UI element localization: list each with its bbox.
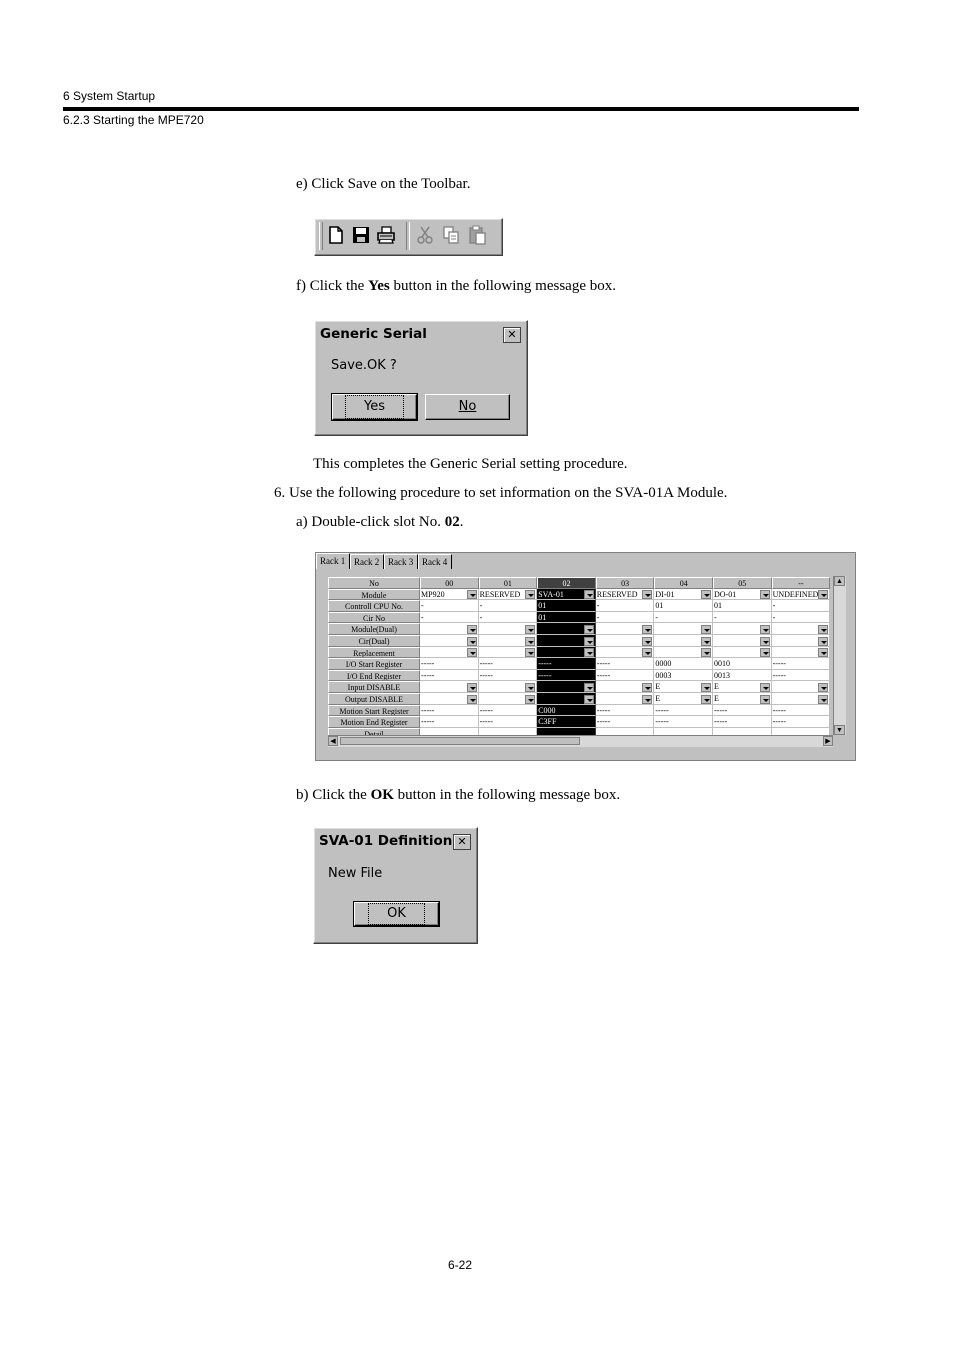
grid-cell[interactable]: ----- — [479, 716, 538, 728]
grid-cell[interactable]: - — [596, 612, 655, 624]
dropdown-arrow-icon[interactable] — [818, 590, 828, 599]
grid-cell[interactable]: ----- — [596, 716, 655, 728]
grid-cell[interactable]: - — [772, 600, 831, 612]
dropdown-arrow-icon[interactable] — [701, 683, 711, 692]
dropdown-arrow-icon[interactable] — [525, 590, 535, 599]
dropdown-arrow-icon[interactable] — [701, 637, 711, 646]
grid-cell[interactable]: E — [654, 681, 713, 693]
grid-cell[interactable]: E — [654, 693, 713, 705]
dialog-title-bar — [317, 831, 474, 851]
tab-rack-4[interactable]: Rack 4 — [418, 554, 452, 569]
yes-button[interactable] — [332, 394, 417, 420]
grid-cell[interactable]: SVA-01 — [537, 589, 596, 601]
save-icon[interactable] — [351, 224, 371, 246]
dropdown-arrow-icon[interactable] — [642, 683, 652, 692]
scroll-left-icon[interactable]: ◀ — [328, 736, 338, 746]
paste-icon[interactable] — [468, 224, 488, 246]
grid-cell[interactable]: ----- — [654, 705, 713, 717]
row-label: I/O End Register — [328, 670, 420, 682]
slot-header[interactable]: -- — [772, 577, 831, 589]
grid-cell[interactable]: MP920 — [420, 589, 479, 601]
grid-cell[interactable]: ----- — [420, 670, 479, 682]
slot-header[interactable]: 05 — [713, 577, 772, 589]
dropdown-arrow-icon[interactable] — [584, 625, 594, 634]
slot-header[interactable]: 02 — [537, 577, 596, 589]
grid-cell[interactable]: 0000 — [654, 658, 713, 670]
dropdown-arrow-icon[interactable] — [584, 637, 594, 646]
grid-cell[interactable]: E — [713, 693, 772, 705]
toolbar — [314, 218, 503, 256]
grid-cell[interactable]: - — [596, 600, 655, 612]
grid-cell[interactable]: 01 — [537, 612, 596, 624]
dropdown-arrow-icon[interactable] — [760, 695, 770, 704]
scroll-up-icon[interactable]: ▲ — [834, 576, 845, 586]
grid-cell[interactable]: E — [713, 681, 772, 693]
dropdown-arrow-icon[interactable] — [818, 683, 828, 692]
dropdown-arrow-icon[interactable] — [760, 648, 770, 657]
grid-cell[interactable]: RESERVED — [479, 589, 538, 601]
close-icon[interactable]: ✕ — [453, 834, 471, 850]
toolbar-separator — [406, 222, 410, 250]
row-label: Replacement — [328, 647, 420, 659]
grid-cell[interactable]: ----- — [772, 658, 831, 670]
grid-cell[interactable]: ----- — [772, 716, 831, 728]
grid-cell[interactable]: C000 — [537, 705, 596, 717]
dropdown-arrow-icon[interactable] — [701, 695, 711, 704]
step-a-pre: a) Double-click slot No. — [296, 514, 445, 530]
step-b-text — [296, 787, 620, 804]
column-header-no: No — [328, 577, 420, 589]
grid-cell[interactable]: ----- — [713, 705, 772, 717]
cut-icon[interactable] — [415, 224, 435, 246]
dropdown-arrow-icon[interactable] — [760, 683, 770, 692]
dialog-title: SVA-01 Definition — [319, 833, 453, 849]
grid-cell[interactable]: - — [654, 612, 713, 624]
step-e-text: e) Click Save on the Toolbar. — [296, 176, 471, 192]
row-label: Output DISABLE — [328, 693, 420, 705]
dropdown-arrow-icon[interactable] — [467, 695, 477, 704]
step-a-post: . — [459, 514, 464, 530]
dropdown-arrow-icon[interactable] — [818, 637, 828, 646]
grid-cell[interactable]: ----- — [537, 658, 596, 670]
dropdown-arrow-icon[interactable] — [525, 648, 535, 657]
running-header-section: 6.2.3 Starting the MPE720 — [63, 113, 204, 127]
dropdown-arrow-icon[interactable] — [642, 648, 652, 657]
grid-cell[interactable]: ----- — [596, 658, 655, 670]
dropdown-arrow-icon[interactable] — [760, 625, 770, 634]
scroll-right-icon[interactable]: ▶ — [823, 736, 833, 746]
sva-definition-dialog — [313, 827, 478, 944]
dropdown-arrow-icon[interactable] — [818, 695, 828, 704]
grid-cell[interactable]: - — [479, 600, 538, 612]
generic-serial-dialog — [314, 320, 528, 436]
grid-cell[interactable]: ----- — [596, 705, 655, 717]
step-f-post: button in the following message box. — [389, 278, 616, 294]
grid-cell[interactable]: ----- — [420, 658, 479, 670]
step-6-text: 6. Use the following procedure to set information on the SVA-01A Module. — [274, 485, 728, 501]
dropdown-arrow-icon[interactable] — [584, 648, 594, 657]
scroll-down-icon[interactable]: ▼ — [834, 725, 845, 735]
dialog-title: Generic Serial — [320, 326, 427, 342]
grid-cell[interactable]: ----- — [420, 716, 479, 728]
dropdown-arrow-icon[interactable] — [467, 648, 477, 657]
copy-icon[interactable] — [441, 224, 461, 246]
step-a-text — [296, 514, 463, 531]
grid-cell[interactable]: UNDEFINED — [772, 589, 831, 601]
scroll-thumb[interactable] — [340, 737, 580, 745]
row-label: Input DISABLE — [328, 681, 420, 693]
grid-cell[interactable]: DO-01 — [713, 589, 772, 601]
grid-cell[interactable]: ----- — [654, 716, 713, 728]
grid-cell[interactable]: - — [420, 600, 479, 612]
dropdown-arrow-icon[interactable] — [525, 625, 535, 634]
dropdown-arrow-icon[interactable] — [760, 637, 770, 646]
slot-header[interactable]: 01 — [479, 577, 538, 589]
row-label: Controll CPU No. — [328, 600, 420, 612]
vertical-scrollbar[interactable] — [833, 576, 846, 735]
yes-label: Yes — [345, 395, 404, 419]
dropdown-arrow-icon[interactable] — [760, 590, 770, 599]
dropdown-arrow-icon[interactable] — [642, 590, 652, 599]
dropdown-arrow-icon[interactable] — [818, 648, 828, 657]
row-label: Motion End Register — [328, 716, 420, 728]
step-b-bold: OK — [370, 787, 394, 803]
grid-cell[interactable]: 01 — [537, 600, 596, 612]
row-label: Module — [328, 589, 420, 601]
dialog-title-bar — [318, 324, 524, 344]
dialog-message: Save.OK ? — [331, 358, 397, 373]
dropdown-arrow-icon[interactable] — [525, 683, 535, 692]
grid-cell[interactable]: C3FF — [537, 716, 596, 728]
grid-cell[interactable]: ----- — [479, 658, 538, 670]
dropdown-arrow-icon[interactable] — [584, 683, 594, 692]
step-b-pre: b) Click the — [296, 787, 371, 803]
dropdown-arrow-icon[interactable] — [467, 683, 477, 692]
no-button[interactable] — [425, 394, 510, 420]
dropdown-arrow-icon[interactable] — [701, 648, 711, 657]
tab-rack-2[interactable]: Rack 2 — [350, 554, 384, 569]
row-label: Cir(Dual) — [328, 635, 420, 647]
ok-label: OK — [368, 903, 425, 925]
grid-cell[interactable]: ----- — [537, 670, 596, 682]
dialog-message: New File — [328, 866, 383, 881]
row-label: Cir No — [328, 612, 420, 624]
grid-cell[interactable]: - — [772, 612, 831, 624]
horizontal-scrollbar[interactable] — [328, 735, 833, 747]
grid-cell[interactable]: - — [420, 612, 479, 624]
grid-cell[interactable]: - — [479, 612, 538, 624]
dropdown-arrow-icon[interactable] — [525, 637, 535, 646]
toolbar-grip — [319, 222, 323, 250]
grid-cell[interactable]: 0010 — [713, 658, 772, 670]
step-f-text — [296, 278, 616, 295]
slot-header[interactable]: 00 — [420, 577, 479, 589]
header-rule — [63, 107, 859, 111]
new-icon[interactable] — [326, 224, 346, 246]
grid-cell[interactable]: RESERVED — [596, 589, 655, 601]
grid-cell[interactable]: ----- — [596, 670, 655, 682]
grid-cell[interactable]: ----- — [772, 670, 831, 682]
slot-header[interactable]: 04 — [654, 577, 713, 589]
grid-cell[interactable]: 01 — [713, 600, 772, 612]
grid-cell[interactable]: ----- — [420, 705, 479, 717]
grid-cell[interactable]: ----- — [479, 670, 538, 682]
dropdown-arrow-icon[interactable] — [642, 695, 652, 704]
grid-cell[interactable]: 0013 — [713, 670, 772, 682]
step-b-post: button in the following message box. — [393, 787, 621, 803]
grid-cell[interactable]: 0003 — [654, 670, 713, 682]
row-label: I/O Start Register — [328, 658, 420, 670]
grid-cell[interactable]: ----- — [479, 705, 538, 717]
grid-cell[interactable]: ----- — [713, 716, 772, 728]
slot-header[interactable]: 03 — [596, 577, 655, 589]
dropdown-arrow-icon[interactable] — [818, 625, 828, 634]
dropdown-arrow-icon[interactable] — [584, 695, 594, 704]
row-label: Motion Start Register — [328, 705, 420, 717]
dropdown-arrow-icon[interactable] — [642, 625, 652, 634]
dropdown-arrow-icon[interactable] — [584, 590, 594, 599]
step-f-pre: f) Click the — [296, 278, 369, 294]
tab-rack-1[interactable]: Rack 1 — [316, 553, 350, 569]
completes-text: This completes the Generic Serial setting procedure. — [313, 456, 628, 472]
dropdown-arrow-icon[interactable] — [701, 625, 711, 634]
grid-cell[interactable]: DI-01 — [654, 589, 713, 601]
dropdown-arrow-icon[interactable] — [467, 625, 477, 634]
grid-cell[interactable]: 01 — [654, 600, 713, 612]
dropdown-arrow-icon[interactable] — [525, 695, 535, 704]
dropdown-arrow-icon[interactable] — [467, 590, 477, 599]
step-f-bold: Yes — [368, 278, 390, 294]
page-number: 6-22 — [448, 1258, 473, 1272]
running-header-chapter: 6 System Startup — [63, 89, 156, 103]
dropdown-arrow-icon[interactable] — [467, 637, 477, 646]
no-label: No — [458, 399, 477, 414]
grid-cell[interactable]: - — [713, 612, 772, 624]
grid-cell[interactable]: ----- — [772, 705, 831, 717]
step-a-bold: 02 — [444, 514, 460, 530]
tab-rack-3[interactable]: Rack 3 — [384, 554, 418, 569]
dropdown-arrow-icon[interactable] — [701, 590, 711, 599]
ok-button[interactable] — [354, 902, 439, 926]
print-icon[interactable] — [376, 224, 396, 246]
row-label: Module(Dual) — [328, 623, 420, 635]
close-icon[interactable]: ✕ — [503, 327, 521, 343]
dropdown-arrow-icon[interactable] — [642, 637, 652, 646]
